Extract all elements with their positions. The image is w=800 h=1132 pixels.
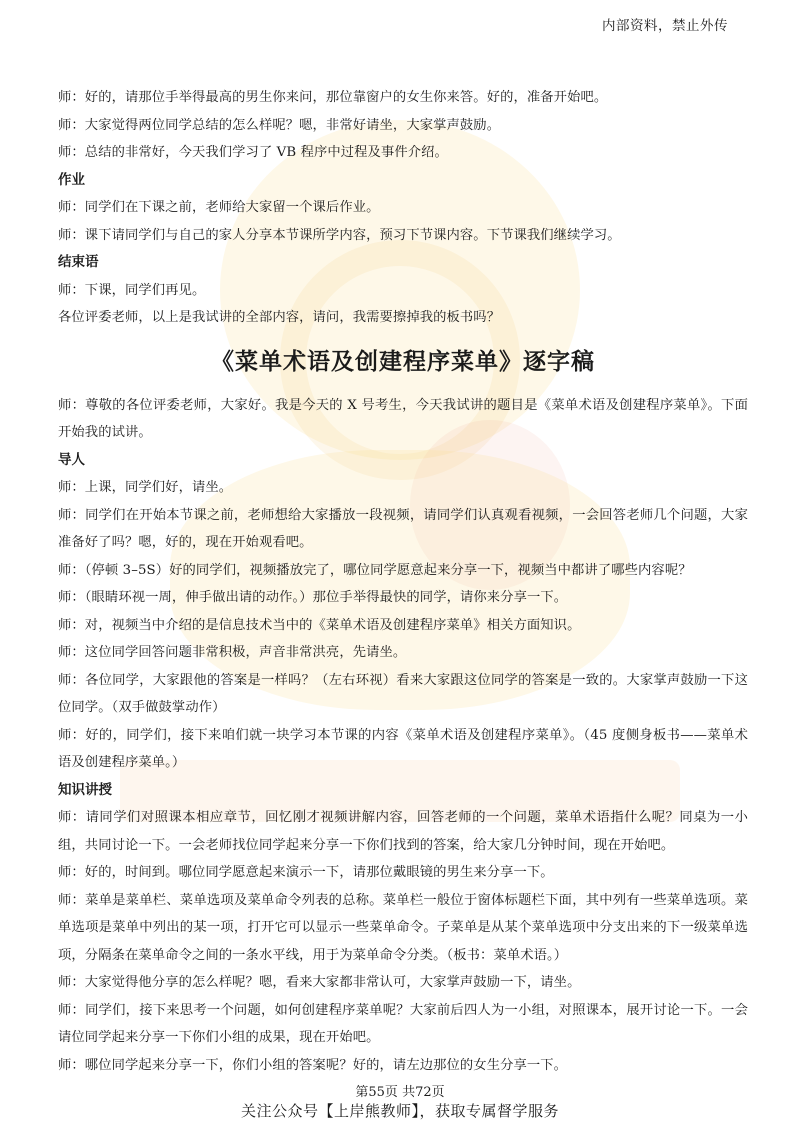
paragraph: 师：（停顿 3–5S）好的同学们，视频播放完了，哪位同学愿意起来分享一下，视频当中都讲了哪些内容呢？ [58, 562, 692, 578]
paragraph: 师：对，视频当中介绍的是信息技术当中的《菜单术语及创建程序菜单》相关方面知识。 [58, 617, 581, 633]
paragraph: 师：好的，时间到。哪位同学愿意起来演示一下，请那位戴眼镜的男生来分享一下。 [58, 865, 554, 880]
paragraph: 师：好的，请那位手举得最高的男生你来问，那位靠窗户的女生你来答。好的，准备开始吧。 [58, 90, 608, 105]
header-confidential-note: 内部资料，禁止外传 [602, 18, 728, 34]
document-body [58, 84, 748, 1079]
paragraph: 师：课下请同学们与自己的家人分享本节课所学内容，预习下节课内容。下节课我们继续学习。 [58, 227, 621, 243]
section-heading-instruction: 知识讲授 [58, 781, 112, 798]
paragraph: 师：（眼睛环视一周，伸手做出请的动作。）那位手举得最快的同学，请你来分享一下。 [58, 590, 568, 605]
paragraph: 师：哪位同学起来分享一下，你们小组的答案呢？好的，请左边那位的女生分享一下。 [58, 1057, 568, 1073]
paragraph: 师：大家觉得两位同学总结的怎么样呢？嗯，非常好请坐，大家掌声鼓励。 [58, 117, 501, 133]
paragraph: 师：同学们在开始本节课之前，老师想给大家播放一段视频，请同学们认真观看视频，一会回答老师几个问题，大家准备好了吗？嗯，好的，现在开始观看吧。 [58, 507, 748, 550]
page-number: 第55页 共72页 [355, 1085, 445, 1100]
section-heading-homework: 作业 [58, 171, 85, 188]
paragraph: 师：菜单是菜单栏、菜单选项及菜单命令列表的总称。菜单栏一般位于窗体标题栏下面，其中列有一些菜单选项。菜单选项是菜单中列出的某一项，打开它可以显示一些菜单命令。子菜单是从某个菜单选项中分支出来的下一级菜单选项，分隔条在菜单命令之间的一条水平线，用于为菜单命令分类。（板书：菜单术语。） [58, 892, 748, 963]
paragraph: 师：请同学们对照课本相应章节，回忆刚才视频讲解内容，回答老师的一个问题，菜单术语指什么呢？同桌为一小组，共同讨论一下。一会老师找位同学起来分享一下你们找到的答案，给大家几分钟时间，现在开始吧。 [58, 810, 748, 853]
paragraph: 师：下课，同学们再见。 [58, 282, 206, 298]
footer-promo-text: 关注公众号【上岸熊教师】，获取专属督学服务 [240, 1102, 559, 1120]
paragraph: 师：同学们，接下来思考一个问题，如何创建程序菜单呢？大家前后四人为一小组，对照课本，展开讨论一下。一会请位同学起来分享一下你们小组的成果，现在开始吧。 [58, 1002, 748, 1045]
paragraph: 师：总结的非常好，今天我们学习了 VB 程序中过程及事件介绍。 [58, 145, 448, 160]
paragraph: 师：大家觉得他分享的怎么样呢？嗯，看来大家都非常认可，大家掌声鼓励一下，请坐。 [58, 975, 581, 990]
paragraph: 师：上课，同学们好，请坐。 [58, 480, 233, 495]
section-heading-intro: 导人 [58, 451, 85, 468]
paragraph: 师：各位同学，大家跟他的答案是一样吗？（左右环视）看来大家跟这位同学的答案是一致的。大家掌声鼓励一下这位同学。（双手做鼓掌动作） [58, 672, 748, 715]
paragraph: 师：这位同学回答问题非常积极，声音非常洪亮，先请坐。 [58, 645, 407, 660]
paragraph: 师：尊敬的各位评委老师，大家好。我是今天的 X 号考生，今天我试讲的题目是《菜单术语及创建程序菜单》。下面开始我的试讲。 [58, 397, 748, 440]
paragraph: 师：同学们在下课之前，老师给大家留一个课后作业。 [58, 200, 380, 215]
section-heading-closing: 结束语 [58, 254, 99, 270]
paragraph: 各位评委老师，以上是我试讲的全部内容，请问，我需要擦掉我的板书吗？ [58, 310, 501, 325]
paragraph: 师：好的，同学们，接下来咱们就一块学习本节课的内容《菜单术语及创建程序菜单》。（45 度侧身板书——菜单术语及创建程序菜单。） [58, 727, 748, 770]
document-title: 《菜单术语及创建程序菜单》逐字稿 [211, 347, 595, 375]
